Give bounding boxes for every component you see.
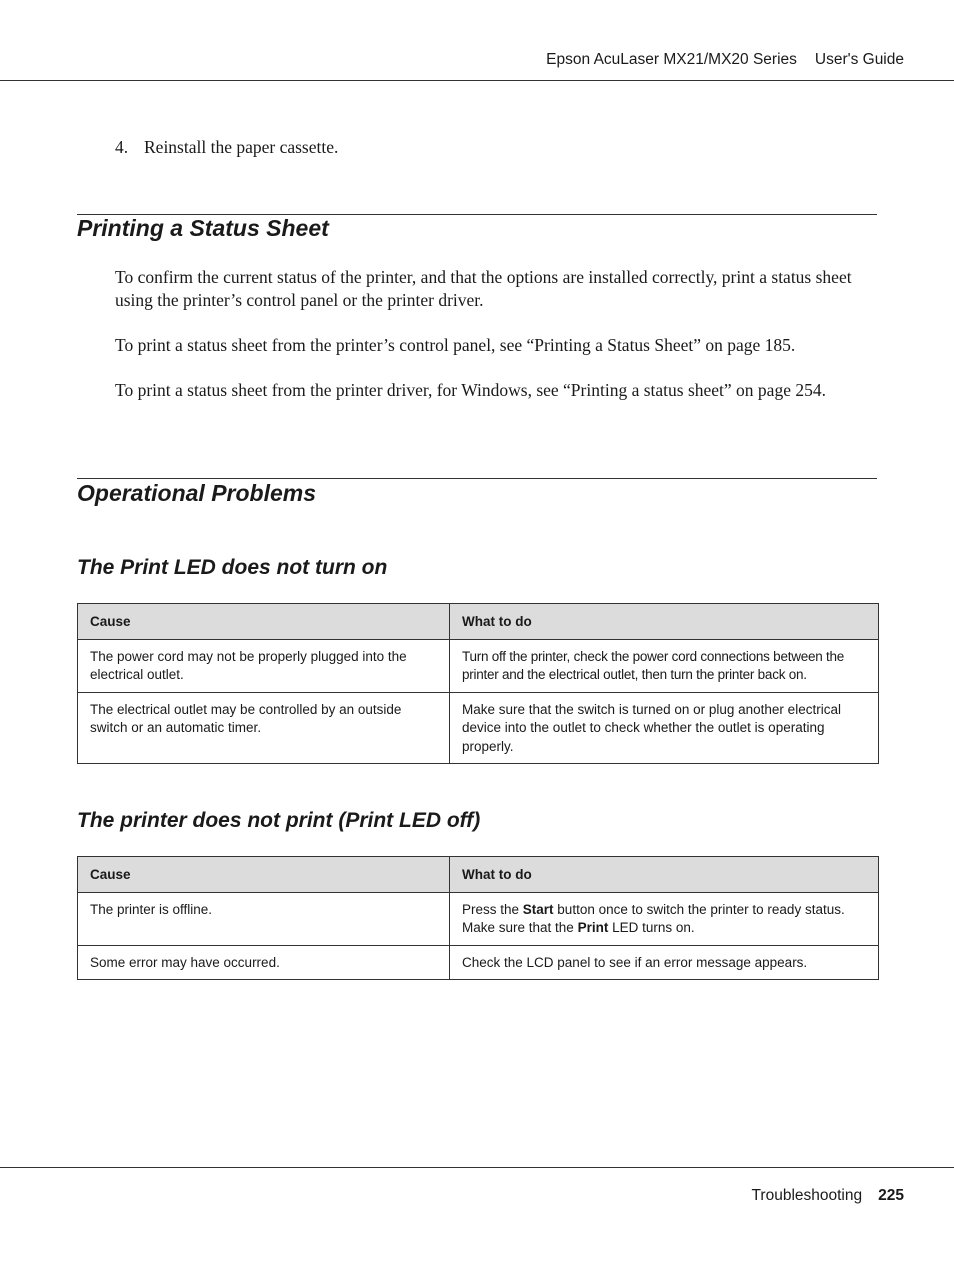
section-divider-operational bbox=[77, 478, 877, 479]
column-header-what-to-do: What to do bbox=[450, 604, 879, 640]
table-row bbox=[78, 692, 879, 764]
status-sheet-intro-paragraph: To confirm the current status of the printer, and that the options are installed correctly, print a status sheet using the printer’s control panel or the printer driver. bbox=[115, 267, 852, 310]
running-footer bbox=[752, 1187, 904, 1205]
heading-printing-status-sheet: Printing a Status Sheet bbox=[77, 215, 329, 241]
status-sheet-control-panel-paragraph: To print a status sheet from the printer’s control panel, see “Printing a Status Sheet” on page 185. bbox=[115, 335, 796, 355]
action-text: button once to switch the printer to ready status. Make sure that the bbox=[462, 901, 845, 935]
column-header-what-to-do: What to do bbox=[450, 857, 879, 893]
status-sheet-driver-paragraph: To print a status sheet from the printer driver, for Windows, see “Printing a status sheet” on page 254. bbox=[115, 380, 826, 400]
table-row bbox=[78, 639, 879, 692]
led-troubleshooting-table bbox=[77, 603, 879, 764]
footer-section-name: Troubleshooting bbox=[751, 1187, 863, 1204]
no-print-troubleshooting-table bbox=[77, 856, 879, 980]
footer-divider bbox=[0, 1167, 954, 1168]
step-number: 4. bbox=[115, 137, 129, 157]
cause-cell: Some error may have occurred. bbox=[78, 945, 450, 980]
action-cell: Turn off the printer, check the power cord connections between the printer and the electrical outlet, then turn the printer back on. bbox=[450, 639, 879, 692]
table-header-row bbox=[78, 604, 879, 640]
column-header-cause: Cause bbox=[78, 604, 450, 640]
heading-print-led-not-on: The Print LED does not turn on bbox=[77, 556, 388, 579]
cause-cell: The printer is offline. bbox=[78, 892, 450, 945]
action-text: LED turns on. bbox=[608, 920, 695, 935]
header-product-title: Epson AcuLaser MX21/MX20 Series bbox=[546, 51, 797, 68]
page-number: 225 bbox=[878, 1187, 904, 1204]
column-header-cause: Cause bbox=[78, 857, 450, 893]
table-row bbox=[78, 892, 879, 945]
header-divider bbox=[0, 80, 954, 81]
heading-operational-problems: Operational Problems bbox=[77, 480, 317, 506]
action-cell bbox=[450, 892, 879, 945]
running-header bbox=[546, 51, 904, 69]
step-text: Reinstall the paper cassette. bbox=[144, 137, 339, 157]
action-cell: Make sure that the switch is turned on or plug another electrical device into the outlet to check whether the outlet is operating properly. bbox=[450, 692, 879, 764]
table-row bbox=[78, 945, 879, 980]
action-text: Press the bbox=[462, 901, 523, 917]
start-button-label: Start bbox=[522, 901, 554, 917]
print-led-label: Print bbox=[577, 920, 609, 935]
table-header-row bbox=[78, 857, 879, 893]
header-guide-title: User's Guide bbox=[814, 51, 904, 68]
procedure-step bbox=[115, 137, 338, 158]
cause-cell: The electrical outlet may be controlled by an outside switch or an automatic timer. bbox=[78, 692, 450, 764]
heading-printer-does-not-print: The printer does not print (Print LED off) bbox=[77, 809, 481, 832]
action-cell: Check the LCD panel to see if an error message appears. bbox=[450, 945, 879, 980]
cause-cell: The power cord may not be properly plugged into the electrical outlet. bbox=[78, 639, 450, 692]
